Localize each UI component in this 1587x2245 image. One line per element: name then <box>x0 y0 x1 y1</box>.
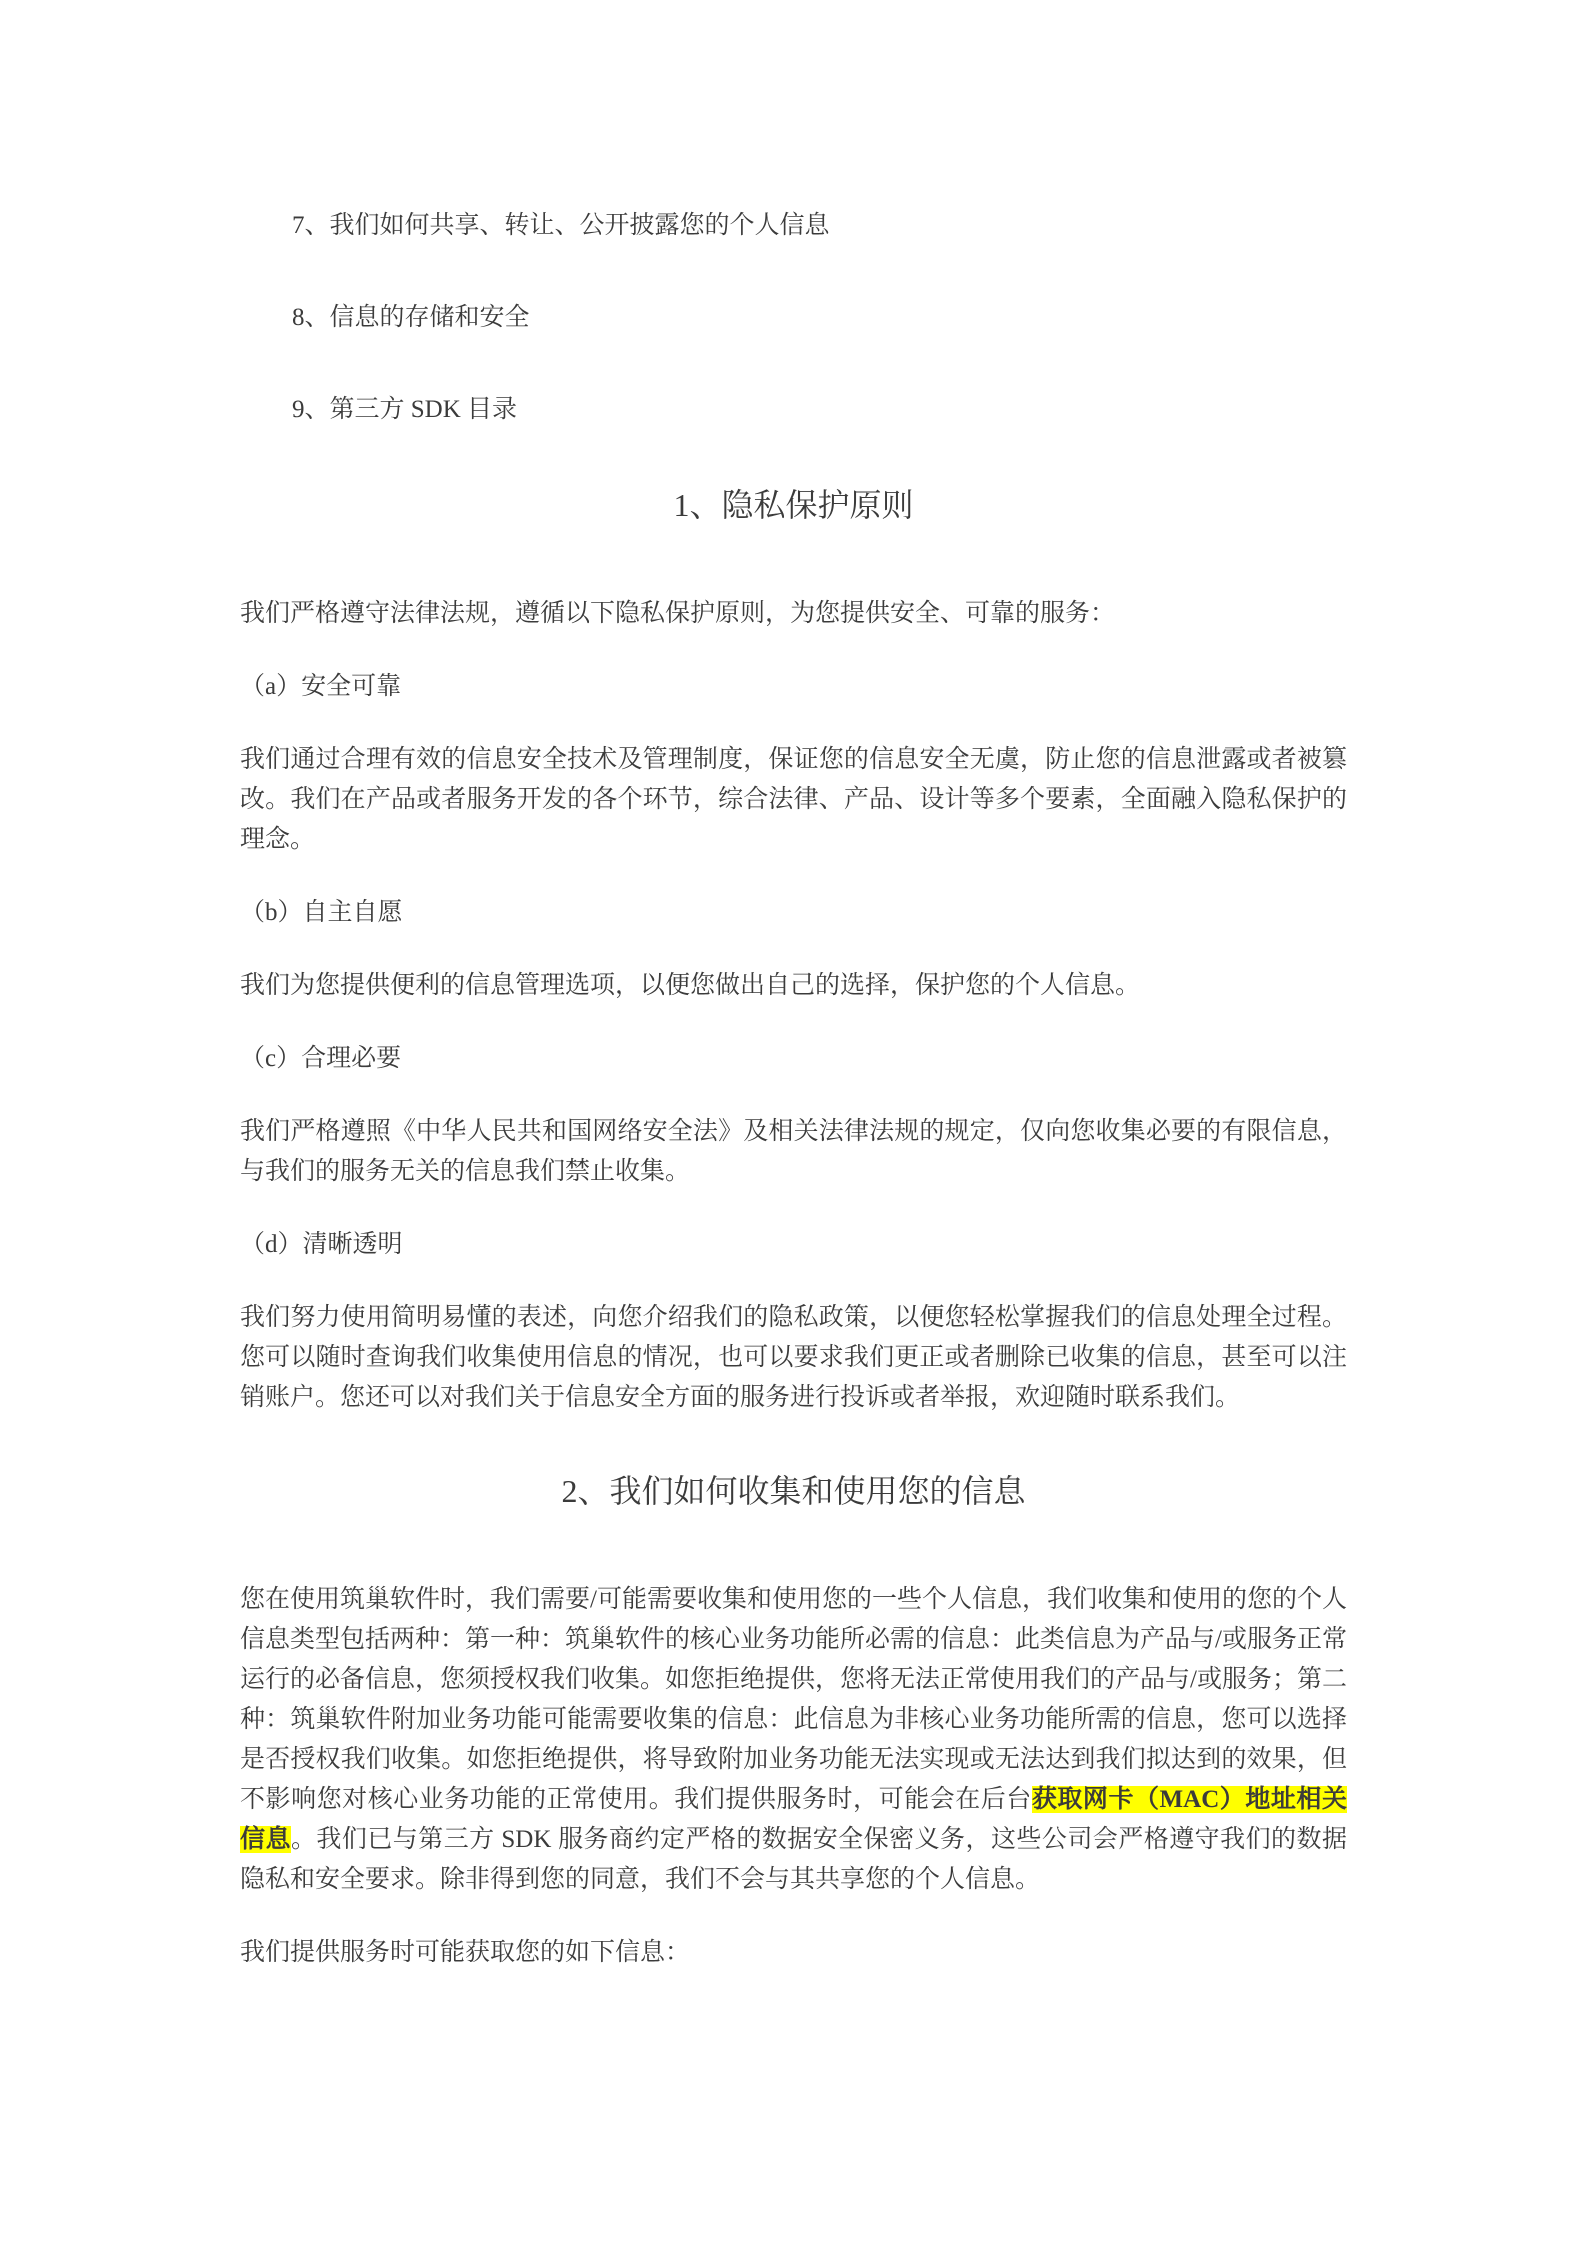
principle-d-body: 我们努力使用简明易懂的表述，向您介绍我们的隐私政策，以便您轻松掌握我们的信息处理全过程。您可以随时查询我们收集使用信息的情况，也可以要求我们更正或者删除已收集的信息，甚至可以注销账户。您还可以对我们关于信息安全方面的服务进行投诉或者举报，欢迎随时联系我们。 <box>240 1304 1347 1411</box>
collection-paragraph-segment-3: 。我们已与第三方 SDK 服务商约定严格的数据安全保密义务，这些公司会严格遵守我们的数据隐私和安全要求。除非得到您的同意，我们不会与其共享您的个人信息。 <box>240 1826 1347 1893</box>
section-1-heading: 1、隐私保护原则 <box>673 487 914 523</box>
toc-item-8: 8、信息的存储和安全 <box>292 304 530 331</box>
section-2-closing-paragraph: 我们提供服务时可能获取您的如下信息： <box>240 1939 691 1966</box>
toc-item-7: 7、我们如何共享、转让、公开披露您的个人信息 <box>292 212 830 239</box>
collection-paragraph-segment-1: 您在使用筑巢软件时，我们需要/可能需要收集和使用您的一些个人信息，我们收集和使用的您的个人信息类型包括两种：第一种：筑巢软件的核心业务功能所必需的信息：此类信息为产品与/或服务正常运行的必备信息，您须授权我们收集。如您拒绝提供，您将无法正常使用我们的产品与/或服务；第二种：筑巢软件附加业务功能可能需要收集的信息：此信息为非核心业务功能所需的信息，您可以选择是否授权我们收集。如您拒绝提供，将导致附加业务功能无法实现或无法达到我们拟达到的效果，但不影响您对核心业务功能的正常使用。我们提供服务时，可能会在后台 <box>240 1586 1347 1813</box>
toc-item-9: 9、第三方 SDK 目录 <box>292 396 518 423</box>
section-1-intro-paragraph: 我们严格遵守法律法规，遵循以下隐私保护原则，为您提供安全、可靠的服务： <box>240 600 1116 627</box>
principle-c-label: （c）合理必要 <box>240 1045 402 1072</box>
principle-b-body: 我们为您提供便利的信息管理选项，以便您做出自己的选择，保护您的个人信息。 <box>240 972 1141 999</box>
mac-address-highlight-text: 获取网卡（MAC）地址相关信息 <box>240 1786 1347 1853</box>
principle-b-label: （b）自主自愿 <box>240 899 403 926</box>
principle-a-body: 我们通过合理有效的信息安全技术及管理制度，保证您的信息安全无虞，防止您的信息泄露或者被篡改。我们在产品或者服务开发的各个环节，综合法律、产品、设计等多个要素，全面融入隐私保护的理念。 <box>240 746 1347 853</box>
principle-c-body: 我们严格遵照《中华人民共和国网络安全法》及相关法律法规的规定，仅向您收集必要的有限信息，与我们的服务无关的信息我们禁止收集。 <box>240 1118 1347 1185</box>
principle-a-label: （a）安全可靠 <box>240 673 402 700</box>
principle-d-label: （d）清晰透明 <box>240 1231 403 1258</box>
section-2-heading: 2、我们如何收集和使用您的信息 <box>561 1473 1026 1509</box>
section-2-collection-paragraph <box>240 1580 1347 1900</box>
